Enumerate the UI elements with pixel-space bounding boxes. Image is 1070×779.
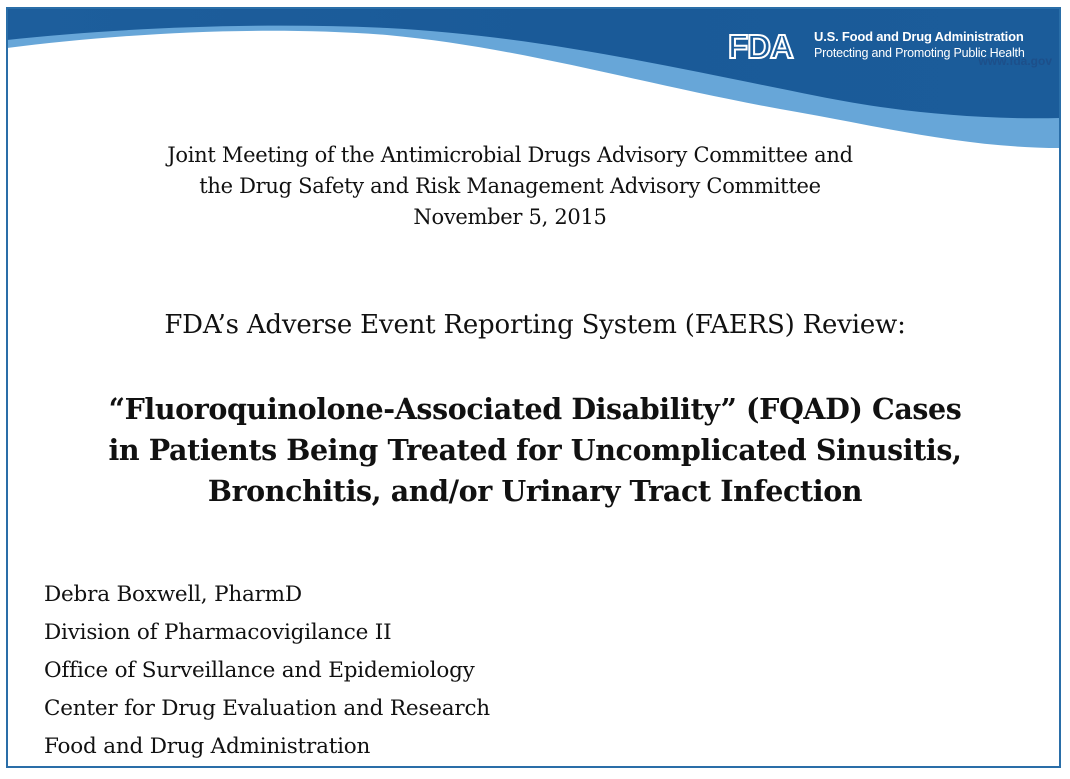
svg-text:FDA: FDA	[728, 29, 793, 63]
agency-name: U.S. Food and Drug Administration	[814, 29, 1024, 44]
presenter-name: Debra Boxwell, PharmD	[44, 582, 302, 607]
topic-line-2: in Patients Being Treated for Uncomplicated Sinusitis,	[108, 433, 962, 467]
meeting-line-1: Joint Meeting of the Antimicrobial Drugs Advisory Committee and	[167, 143, 853, 167]
meeting-date: November 5, 2015	[413, 205, 607, 229]
meeting-line-2: the Drug Safety and Risk Management Advisory Committee	[199, 174, 821, 198]
fda-logo	[728, 29, 804, 63]
slide-border	[6, 7, 1061, 768]
presenter-division: Division of Pharmacovigilance II	[44, 620, 392, 645]
agency-tagline: Protecting and Promoting Public Health	[814, 46, 1025, 60]
review-title: FDA’s Adverse Event Reporting System (FAERS) Review:	[164, 310, 906, 340]
topic-line-1: “Fluoroquinolone-Associated Disability” (FQAD) Cases	[108, 392, 962, 426]
presenter-agency: Food and Drug Administration	[44, 734, 371, 759]
website-url: www.fda.gov	[978, 54, 1052, 68]
presenter-center: Center for Drug Evaluation and Research	[44, 696, 490, 721]
presenter-office: Office of Surveillance and Epidemiology	[44, 658, 475, 683]
topic-line-3: Bronchitis, and/or Urinary Tract Infection	[207, 474, 863, 508]
